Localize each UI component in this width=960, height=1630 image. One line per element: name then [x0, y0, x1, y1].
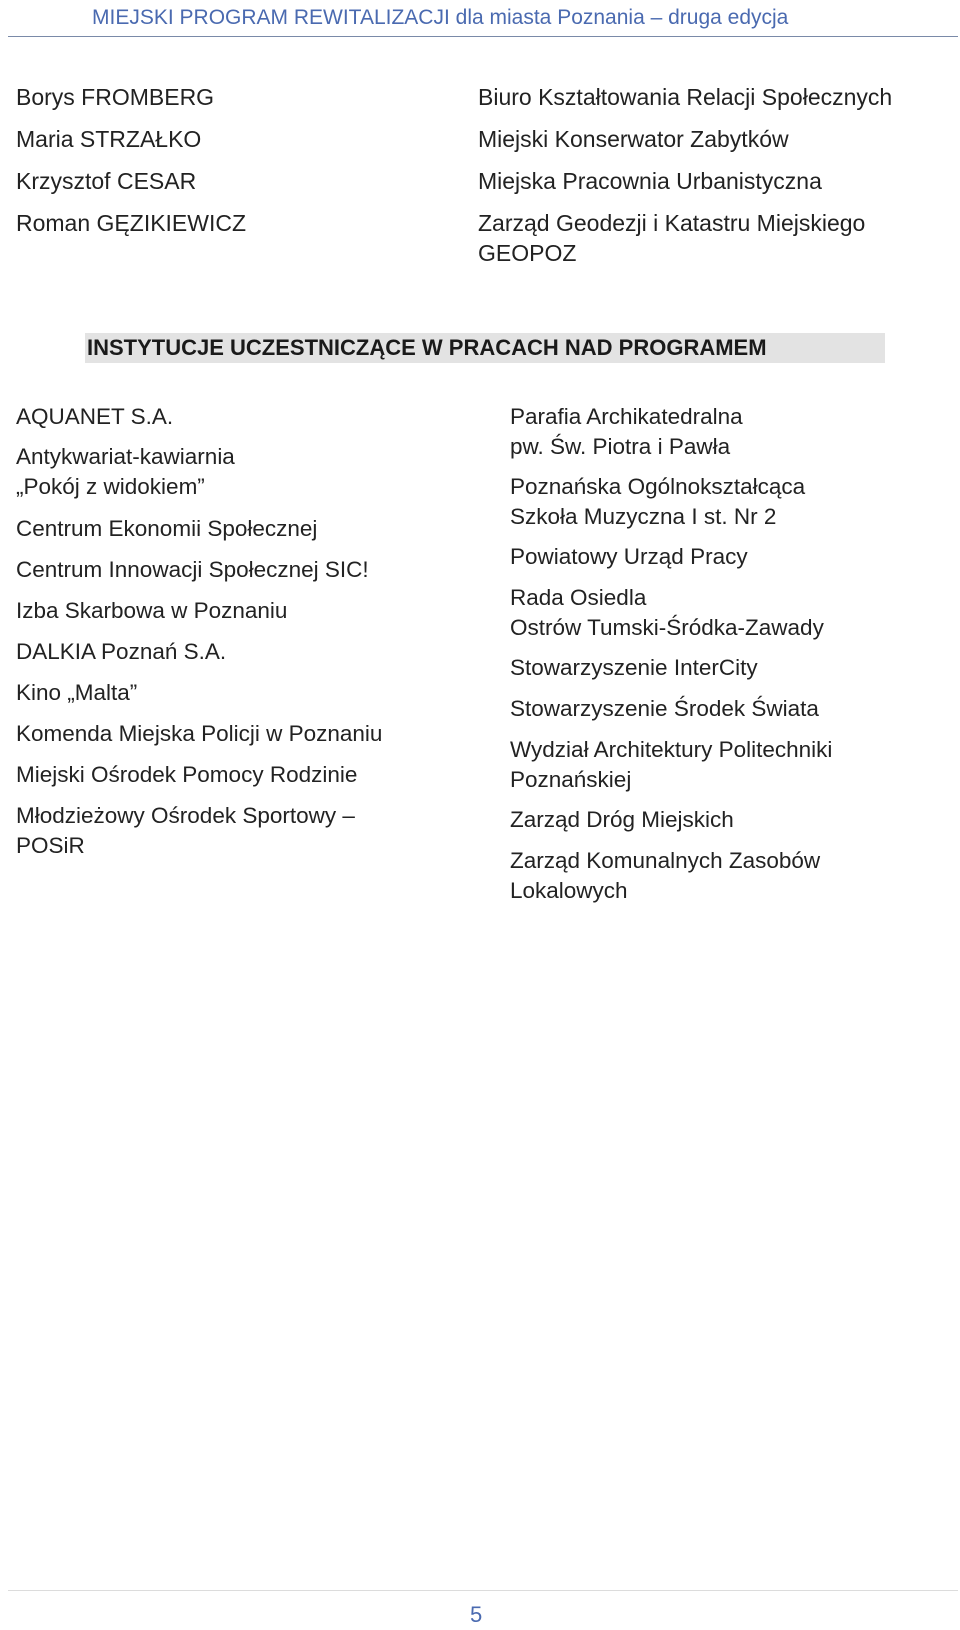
institution-item: Rada Osiedla Ostrów Tumski-Śródka-Zawady: [510, 585, 824, 640]
institution-item: Wydział Architektury Politechniki Poznańskiej: [510, 737, 833, 792]
institution-item: Stowarzyszenie Środek Świata: [510, 696, 819, 721]
institution-item: Miejski Ośrodek Pomocy Rodzinie: [16, 762, 358, 787]
institution-item: Zarząd Dróg Miejskich: [510, 807, 734, 832]
institution-item: Komenda Miejska Policji w Poznaniu: [16, 721, 383, 746]
person-name: Maria STRZAŁKO: [16, 126, 202, 152]
office-name: Miejska Pracownia Urbanistyczna: [478, 168, 822, 194]
institution-item: Kino „Malta”: [16, 680, 138, 705]
institution-item: Parafia Archikatedralna pw. Św. Piotra i Pawła: [510, 404, 743, 459]
institution-item: Centrum Innowacji Społecznej SIC!: [16, 557, 369, 582]
office-name: Biuro Kształtowania Relacji Społecznych: [478, 84, 893, 110]
institution-item: DALKIA Poznań S.A.: [16, 639, 227, 664]
institution-item: Antykwariat-kawiarnia „Pokój z widokiem”: [16, 444, 235, 499]
institution-item: Zarząd Komunalnych Zasobów Lokalowych: [510, 848, 821, 903]
section-heading-bar: [85, 333, 885, 363]
section-heading: INSTYTUCJE UCZESTNICZĄCE W PRACACH NAD PROGRAMEM: [87, 335, 767, 360]
office-name: Zarząd Geodezji i Katastru Miejskiego: [478, 210, 866, 236]
person-name: Borys FROMBERG: [16, 84, 215, 110]
office-name: GEOPOZ: [478, 240, 577, 266]
person-name: Krzysztof CESAR: [16, 168, 197, 194]
document-title: MIEJSKI PROGRAM REWITALIZACJI dla miasta Poznania – druga edycja: [92, 6, 789, 29]
institution-item: Poznańska Ogólnokształcąca Szkoła Muzyczna I st. Nr 2: [510, 474, 806, 529]
people-list: [16, 76, 456, 244]
institution-item: Stowarzyszenie InterCity: [510, 655, 758, 680]
office-name: Miejski Konserwator Zabytków: [478, 126, 789, 152]
offices-list: [478, 76, 948, 268]
institution-item: AQUANET S.A.: [16, 404, 174, 429]
person-name: Roman GĘZIKIEWICZ: [16, 210, 247, 236]
institution-item: Młodzieżowy Ośrodek Sportowy – POSiR: [16, 803, 355, 858]
footer-divider: [8, 1590, 958, 1591]
running-header: [8, 2, 958, 37]
institution-item: Powiatowy Urząd Pracy: [510, 544, 748, 569]
page-number: 5: [470, 1602, 483, 1627]
institution-item: Izba Skarbowa w Poznaniu: [16, 598, 288, 623]
institution-item: Centrum Ekonomii Społecznej: [16, 516, 318, 541]
